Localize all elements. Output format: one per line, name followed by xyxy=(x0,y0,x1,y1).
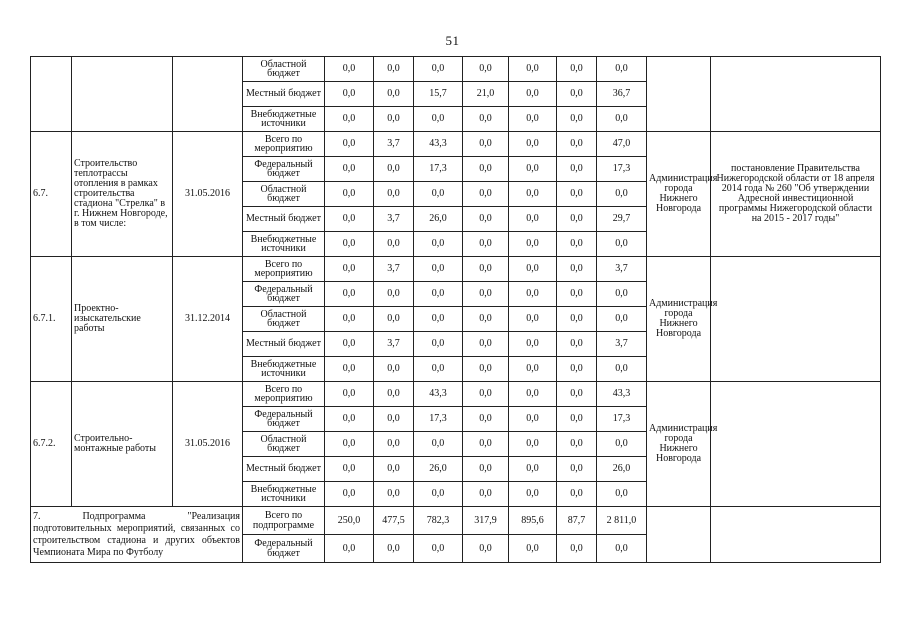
value-cell: 3,7 xyxy=(597,332,647,357)
item-deadline: 31.05.2016 xyxy=(173,132,243,257)
value-cell: 0,0 xyxy=(557,232,597,257)
budget-table xyxy=(30,56,881,563)
value-cell: 0,0 xyxy=(463,232,509,257)
value-cell: 0,0 xyxy=(463,457,509,482)
value-cell: 0,0 xyxy=(325,382,374,407)
funding-source: Местный бюджет xyxy=(243,332,325,357)
value-cell: 0,0 xyxy=(374,407,414,432)
value-cell: 0,0 xyxy=(509,232,557,257)
value-cell: 15,7 xyxy=(414,82,463,107)
value-cell: 0,0 xyxy=(597,482,647,507)
value-cell: 0,0 xyxy=(557,57,597,82)
funding-source: Всего по мероприятию xyxy=(243,132,325,157)
funding-source: Областной бюджет xyxy=(243,307,325,332)
value-cell: 0,0 xyxy=(557,207,597,232)
value-cell: 0,0 xyxy=(374,382,414,407)
table-row xyxy=(31,507,881,535)
value-cell: 0,0 xyxy=(509,157,557,182)
empty-code-cell xyxy=(31,57,72,132)
value-cell: 0,0 xyxy=(509,482,557,507)
value-cell: 0,0 xyxy=(325,357,374,382)
value-cell: 3,7 xyxy=(374,257,414,282)
value-cell: 2 811,0 xyxy=(597,507,647,535)
value-cell: 0,0 xyxy=(374,82,414,107)
page-number: 51 xyxy=(445,33,460,48)
funding-source: Федеральный бюджет xyxy=(243,407,325,432)
value-cell: 0,0 xyxy=(325,432,374,457)
value-cell: 47,0 xyxy=(597,132,647,157)
value-cell: 0,0 xyxy=(325,332,374,357)
value-cell: 17,3 xyxy=(597,157,647,182)
item-code: 6.7.2. xyxy=(31,382,72,507)
value-cell: 0,0 xyxy=(325,82,374,107)
value-cell: 0,0 xyxy=(509,107,557,132)
value-cell: 0,0 xyxy=(557,332,597,357)
value-cell: 0,0 xyxy=(463,535,509,563)
value-cell: 250,0 xyxy=(325,507,374,535)
funding-source: Местный бюджет xyxy=(243,82,325,107)
table-row xyxy=(31,132,881,157)
funding-source: Местный бюджет xyxy=(243,207,325,232)
value-cell: 0,0 xyxy=(414,432,463,457)
value-cell: 26,0 xyxy=(414,457,463,482)
value-cell: 0,0 xyxy=(597,307,647,332)
value-cell: 0,0 xyxy=(374,157,414,182)
value-cell: 0,0 xyxy=(557,482,597,507)
value-cell: 0,0 xyxy=(463,157,509,182)
value-cell: 0,0 xyxy=(509,132,557,157)
value-cell: 0,0 xyxy=(414,257,463,282)
value-cell: 0,0 xyxy=(509,407,557,432)
item-code: 6.7.1. xyxy=(31,257,72,382)
value-cell: 0,0 xyxy=(509,182,557,207)
value-cell: 0,0 xyxy=(597,282,647,307)
value-cell: 0,0 xyxy=(325,282,374,307)
funding-source: Внебюджетные источники xyxy=(243,357,325,382)
value-cell: 87,7 xyxy=(557,507,597,535)
value-cell: 0,0 xyxy=(463,107,509,132)
value-cell: 0,0 xyxy=(509,207,557,232)
value-cell: 3,7 xyxy=(374,332,414,357)
value-cell: 0,0 xyxy=(325,57,374,82)
value-cell: 0,0 xyxy=(597,182,647,207)
value-cell: 0,0 xyxy=(414,232,463,257)
value-cell: 0,0 xyxy=(374,307,414,332)
value-cell: 0,0 xyxy=(325,232,374,257)
value-cell: 0,0 xyxy=(463,307,509,332)
table-row xyxy=(31,57,881,82)
value-cell: 0,0 xyxy=(463,207,509,232)
funding-source: Внебюджетные источники xyxy=(243,482,325,507)
funding-source: Всего по подпрограмме xyxy=(243,507,325,535)
empty-document-cell xyxy=(711,57,881,132)
value-cell: 43,3 xyxy=(597,382,647,407)
value-cell: 0,0 xyxy=(597,57,647,82)
value-cell: 0,0 xyxy=(374,232,414,257)
value-cell: 0,0 xyxy=(414,57,463,82)
value-cell: 0,0 xyxy=(509,332,557,357)
funding-source: Федеральный бюджет xyxy=(243,535,325,563)
value-cell: 17,3 xyxy=(414,407,463,432)
funding-source: Федеральный бюджет xyxy=(243,157,325,182)
value-cell: 0,0 xyxy=(509,57,557,82)
funding-source: Областной бюджет xyxy=(243,57,325,82)
value-cell: 0,0 xyxy=(509,432,557,457)
funding-source: Областной бюджет xyxy=(243,432,325,457)
value-cell: 0,0 xyxy=(325,182,374,207)
value-cell: 0,0 xyxy=(325,207,374,232)
value-cell: 0,0 xyxy=(414,535,463,563)
value-cell: 0,0 xyxy=(557,282,597,307)
value-cell: 0,0 xyxy=(509,535,557,563)
item-name: Строительно-монтажные работы xyxy=(72,382,173,507)
value-cell: 0,0 xyxy=(374,457,414,482)
empty-document-cell xyxy=(711,507,881,563)
funding-source: Внебюджетные источники xyxy=(243,232,325,257)
item-code: 6.7. xyxy=(31,132,72,257)
value-cell: 0,0 xyxy=(463,57,509,82)
value-cell: 0,0 xyxy=(325,107,374,132)
funding-source: Местный бюджет xyxy=(243,457,325,482)
value-cell: 0,0 xyxy=(463,257,509,282)
value-cell: 0,0 xyxy=(463,132,509,157)
value-cell: 0,0 xyxy=(463,182,509,207)
value-cell: 0,0 xyxy=(557,182,597,207)
value-cell: 895,6 xyxy=(509,507,557,535)
value-cell: 0,0 xyxy=(597,432,647,457)
value-cell: 0,0 xyxy=(557,535,597,563)
item-document xyxy=(711,382,881,507)
value-cell: 0,0 xyxy=(325,482,374,507)
value-cell: 0,0 xyxy=(597,232,647,257)
table-row xyxy=(31,257,881,282)
value-cell: 0,0 xyxy=(509,457,557,482)
value-cell: 0,0 xyxy=(509,257,557,282)
value-cell: 317,9 xyxy=(463,507,509,535)
value-cell: 0,0 xyxy=(325,457,374,482)
value-cell: 0,0 xyxy=(557,107,597,132)
value-cell: 0,0 xyxy=(414,107,463,132)
value-cell: 0,0 xyxy=(374,182,414,207)
value-cell: 17,3 xyxy=(414,157,463,182)
value-cell: 0,0 xyxy=(325,407,374,432)
value-cell: 0,0 xyxy=(414,332,463,357)
value-cell: 0,0 xyxy=(414,282,463,307)
value-cell: 26,0 xyxy=(414,207,463,232)
value-cell: 0,0 xyxy=(414,182,463,207)
value-cell: 0,0 xyxy=(509,307,557,332)
value-cell: 0,0 xyxy=(414,482,463,507)
value-cell: 0,0 xyxy=(463,332,509,357)
empty-name-cell xyxy=(72,57,173,132)
value-cell: 0,0 xyxy=(463,357,509,382)
value-cell: 0,0 xyxy=(509,382,557,407)
value-cell: 0,0 xyxy=(325,307,374,332)
item-document xyxy=(711,257,881,382)
value-cell: 0,0 xyxy=(463,432,509,457)
item-deadline: 31.12.2014 xyxy=(173,257,243,382)
funding-source: Внебюджетные источники xyxy=(243,107,325,132)
value-cell: 0,0 xyxy=(509,282,557,307)
value-cell: 0,0 xyxy=(557,457,597,482)
value-cell: 0,0 xyxy=(557,307,597,332)
value-cell: 0,0 xyxy=(374,107,414,132)
value-cell: 0,0 xyxy=(374,282,414,307)
value-cell: 0,0 xyxy=(597,357,647,382)
value-cell: 0,0 xyxy=(463,407,509,432)
value-cell: 29,7 xyxy=(597,207,647,232)
value-cell: 782,3 xyxy=(414,507,463,535)
value-cell: 0,0 xyxy=(557,157,597,182)
value-cell: 0,0 xyxy=(374,432,414,457)
item-document: постановление Правительства Нижегородской области от 18 апреля 2014 года № 260 "Об утверждении Адресной инвестиционной программы Нижегородской области на 2015 - 2017 годы" xyxy=(711,132,881,257)
value-cell: 0,0 xyxy=(325,157,374,182)
value-cell: 0,0 xyxy=(597,535,647,563)
item-name: Проектно-изыскательские работы xyxy=(72,257,173,382)
value-cell: 0,0 xyxy=(557,382,597,407)
value-cell: 0,0 xyxy=(557,407,597,432)
value-cell: 0,0 xyxy=(509,357,557,382)
value-cell: 0,0 xyxy=(557,257,597,282)
value-cell: 26,0 xyxy=(597,457,647,482)
item-deadline: 31.05.2016 xyxy=(173,382,243,507)
value-cell: 43,3 xyxy=(414,382,463,407)
item-responsible: Администрация города Нижнего Новгорода xyxy=(647,132,711,257)
value-cell: 0,0 xyxy=(597,107,647,132)
value-cell: 0,0 xyxy=(463,282,509,307)
value-cell: 0,0 xyxy=(374,57,414,82)
value-cell: 3,7 xyxy=(597,257,647,282)
funding-source: Всего по мероприятию xyxy=(243,257,325,282)
funding-source: Федеральный бюджет xyxy=(243,282,325,307)
value-cell: 43,3 xyxy=(414,132,463,157)
item-responsible: Администрация города Нижнего Новгорода xyxy=(647,382,711,507)
value-cell: 0,0 xyxy=(414,307,463,332)
empty-date-cell xyxy=(173,57,243,132)
value-cell: 0,0 xyxy=(557,132,597,157)
value-cell: 36,7 xyxy=(597,82,647,107)
value-cell: 0,0 xyxy=(557,432,597,457)
funding-source: Областной бюджет xyxy=(243,182,325,207)
value-cell: 0,0 xyxy=(463,482,509,507)
value-cell: 0,0 xyxy=(374,357,414,382)
value-cell: 0,0 xyxy=(374,535,414,563)
value-cell: 3,7 xyxy=(374,207,414,232)
value-cell: 0,0 xyxy=(557,82,597,107)
value-cell: 0,0 xyxy=(414,357,463,382)
value-cell: 0,0 xyxy=(325,535,374,563)
value-cell: 17,3 xyxy=(597,407,647,432)
subprogram-name: 7. Подпрограмма "Реализация подготовительных мероприятий, связанных со строительством стадиона и других объектов Чемпионата Мира по Футболу xyxy=(31,507,243,563)
value-cell: 0,0 xyxy=(509,82,557,107)
funding-source: Всего по мероприятию xyxy=(243,382,325,407)
value-cell: 0,0 xyxy=(374,482,414,507)
item-name: Строительство теплотрассы отопления в рамках строительства стадиона "Стрелка" в г. Нижнем Новгороде, в том числе: xyxy=(72,132,173,257)
value-cell: 0,0 xyxy=(325,132,374,157)
empty-responsible-cell xyxy=(647,507,711,563)
value-cell: 477,5 xyxy=(374,507,414,535)
table-row xyxy=(31,382,881,407)
value-cell: 0,0 xyxy=(325,257,374,282)
value-cell: 0,0 xyxy=(463,382,509,407)
value-cell: 21,0 xyxy=(463,82,509,107)
value-cell: 3,7 xyxy=(374,132,414,157)
empty-responsible-cell xyxy=(647,57,711,132)
value-cell: 0,0 xyxy=(557,357,597,382)
item-responsible: Администрация города Нижнего Новгорода xyxy=(647,257,711,382)
